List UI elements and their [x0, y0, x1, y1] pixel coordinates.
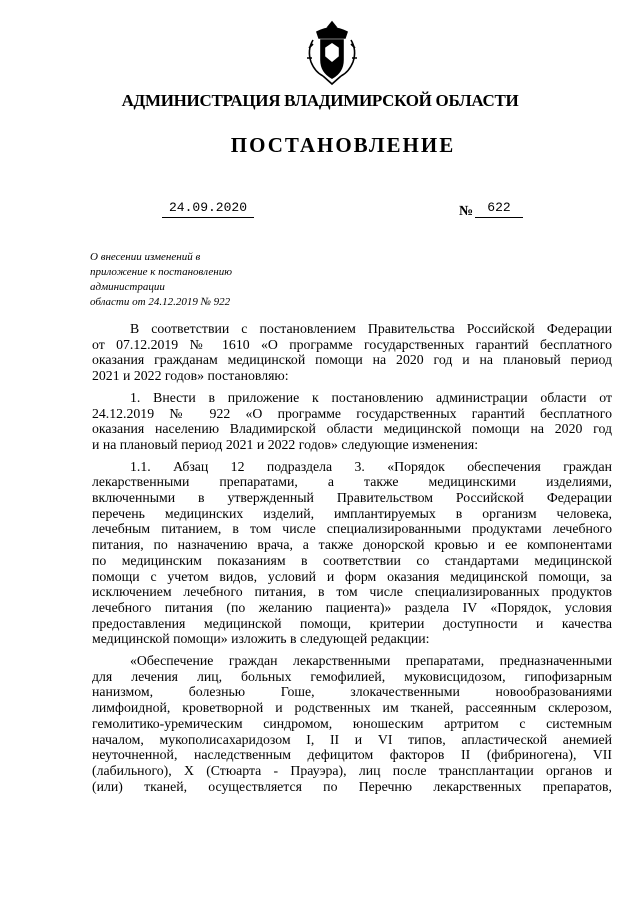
text-line: включенными в утвержденный Правительством Российской Федерации: [92, 490, 612, 506]
subject-line: приложение к постановлению: [90, 266, 232, 278]
agency-title: АДМИНИСТРАЦИЯ ВЛАДИМИРСКОЙ ОБЛАСТИ: [121, 91, 519, 110]
subject-line: администрации: [90, 281, 165, 293]
text-line: 1. Внести в приложение к постановлению администрации области от: [130, 389, 612, 405]
text-line: 24.12.2019 № 922 «О программе государственных гарантий бесплатного: [92, 405, 612, 421]
document-number: 622: [475, 200, 523, 218]
text-line: (лабильного), X (Стюарта - Прауэра), лиц после трансплантации органов и: [92, 762, 612, 778]
paragraph-preamble: [92, 321, 612, 384]
document-body: [92, 321, 612, 800]
text-line: и на плановый период 2021 и 2022 годов» следующие изменения:: [92, 436, 479, 452]
text-line: лимфоидной, кроветворной и родственных им тканей, рассеянным склерозом,: [92, 700, 612, 716]
text-line: исключением лечебного питания, в том числе специализированных продуктов: [92, 584, 612, 600]
text-line: предоставления медицинской помощи, критерии доступности и качества: [92, 615, 612, 631]
text-line: 2021 и 2022 годов» постановляю:: [92, 368, 289, 384]
coat-of-arms-icon: [303, 18, 361, 88]
paragraph-quoted-text: [92, 653, 612, 794]
text-line: началом, мукополисахаридозом I, II и VI типов, апластической анемией: [92, 731, 612, 747]
text-line: перечень медицинских изделий, имплантируемых в организм человека,: [92, 505, 612, 521]
text-line: В соответствии с постановлением Правительства Российской Федерации: [130, 321, 612, 336]
paragraph-item-1-1: [92, 459, 612, 647]
text-line: «Обеспечение граждан лекарственными препаратами, предназначенными: [130, 653, 612, 669]
text-line: 1.1. Абзац 12 подраздела 3. «Порядок обеспечения граждан: [130, 458, 612, 474]
text-line: оказания гражданам медицинской помощи на 2020 год и на плановый период: [92, 352, 612, 368]
paragraph-item-1: [92, 390, 612, 453]
text-line: лекарственными препаратами, а также медицинскими изделиями,: [92, 474, 612, 490]
text-line: (или) тканей, осуществляется по Перечню лекарственных препаратов,: [92, 778, 612, 794]
text-line: гемолитико-уремическим синдромом, юношеским артритом с системным: [92, 715, 612, 731]
text-line: неуточненной, наследственным дефицитом факторов II (фибриногена), VII: [92, 747, 612, 763]
document-date: 24.09.2020: [162, 200, 254, 218]
text-line: оказания населению Владимирской области медицинской помощи на 2020 год: [92, 421, 612, 437]
subject-line: О внесении изменений в: [90, 251, 201, 263]
document-type: ПОСТАНОВЛЕНИЕ: [230, 133, 456, 157]
text-line: лечебного питания (по желанию пациента)» раздела IV «Порядок, условия: [92, 599, 612, 615]
text-line: лечебным питанием, в том числе специализированными продуктами лечебного: [92, 521, 612, 537]
text-line: помощи с учетом видов, условий и форм оказания медицинской помощи, за: [92, 568, 612, 584]
text-line: для лечения лиц, больных гемофилией, муковисцидозом, гипофизарным: [92, 668, 612, 684]
document-subject: [90, 250, 320, 310]
number-sign: №: [459, 204, 474, 219]
text-line: нанизмом, болезнью Гоше, злокачественными новообразованиями: [92, 684, 612, 700]
text-line: по медицинским показаниям в соответствии со стандартами медицинской: [92, 552, 612, 568]
text-line: от 07.12.2019 № 1610 «О программе государственных гарантий бесплатного: [92, 336, 612, 352]
text-line: питания, по назначению врача, а также донорской кровью и ее компонентами: [92, 537, 612, 553]
subject-line: области от 24.12.2019 № 922: [90, 296, 231, 308]
text-line: медицинской помощи» изложить в следующей редакции:: [92, 631, 430, 647]
